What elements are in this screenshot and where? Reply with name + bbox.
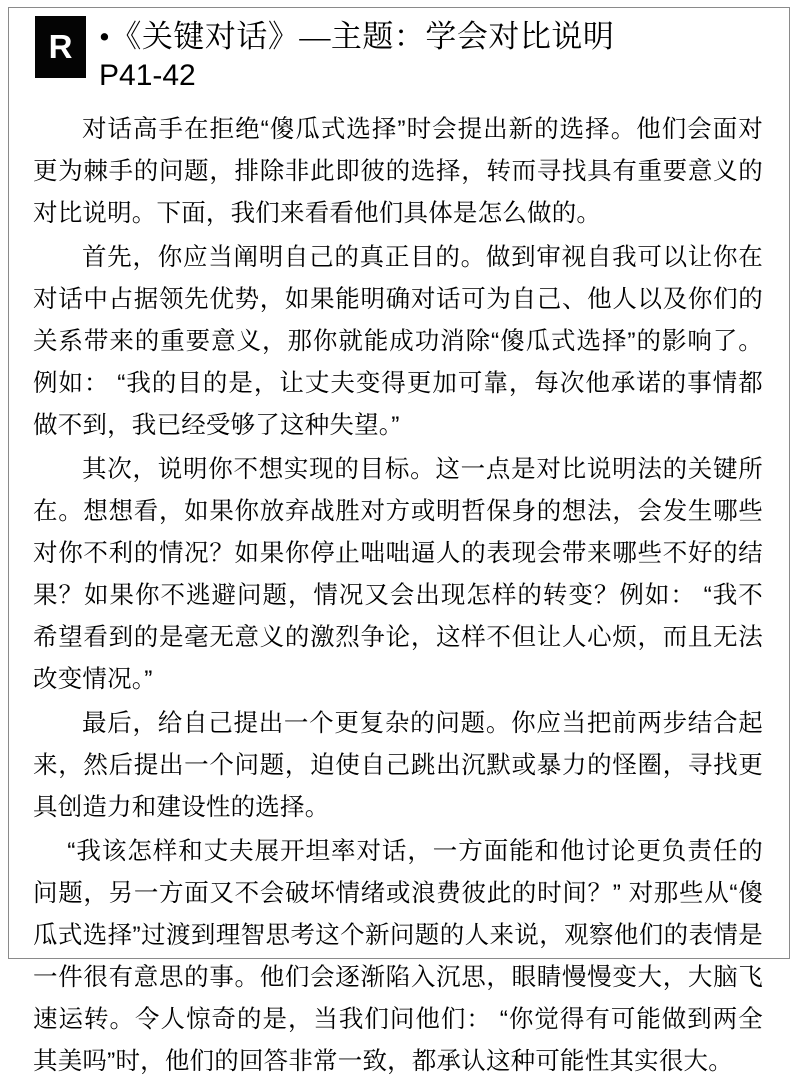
body-paragraph: 最后，给自己提出一个更复杂的问题。你应当把前两步结合起来，然后提出一个问题，迫使自己跳出沉默或暴力的怪圈，寻找更具创造力和建设性的选择。 [33,710,763,821]
page-title-main: •《关键对话》—主题：学会对比说明 [99,19,615,54]
body-paragraph: 其次，说明你不想实现的目标。这一点是对比说明法的关键所在。想想看，如果你放弃战胜对方或明哲保身的想法，会发生哪些对你不利的情况？如果你停止咄咄逼人的表现会带来哪些不好的结果？如果你不逃避问题，情况又会出现怎样的转变？例如： “我不希望看到的是毫无意义的激烈争论，这样不但让人心烦，而且无法改变情况。” [33,456,763,693]
body-paragraph: “我该怎样和丈夫展开坦率对话，一方面能和他讨论更负责任的问题，另一方面又不会破坏情绪或浪费彼此的时间？” 对那些从“傻瓜式选择”过渡到理智思考这个新问题的人来说，观察他们的表情是一件很有意思的事。他们会逐渐陷入沉思，眼睛慢慢变大，大脑飞速运转。令人惊奇的是，当我们问他们： “你觉得有可能做到两全其美吗”时，他们的回答非常一致，都承认这种可能性其实很大。 [33,838,763,1075]
page-reference: P41-42 [99,59,196,92]
document-page [8,7,790,1075]
section-badge: R [35,16,86,78]
body-paragraph: 首先，你应当阐明自己的真正目的。做到审视自我可以让你在对话中占据领先优势，如果能明确对话可为自己、他人以及你们的关系带来的重要意义，那你就能成功消除“傻瓜式选择”的影响了。例如： “我的目的是，让丈夫变得更加可靠，每次他承诺的事情都做不到，我已经受够了这种失望。” [33,244,763,439]
page-title [99,17,789,95]
document-header [9,8,789,103]
body-paragraph: 对话高手在拒绝“傻瓜式选择”时会提出新的选择。他们会面对更为棘手的问题，排除非此即彼的选择，转而寻找具有重要意义的对比说明。下面，我们来看看他们具体是怎么做的。 [33,116,763,227]
document-body [9,103,789,1083]
